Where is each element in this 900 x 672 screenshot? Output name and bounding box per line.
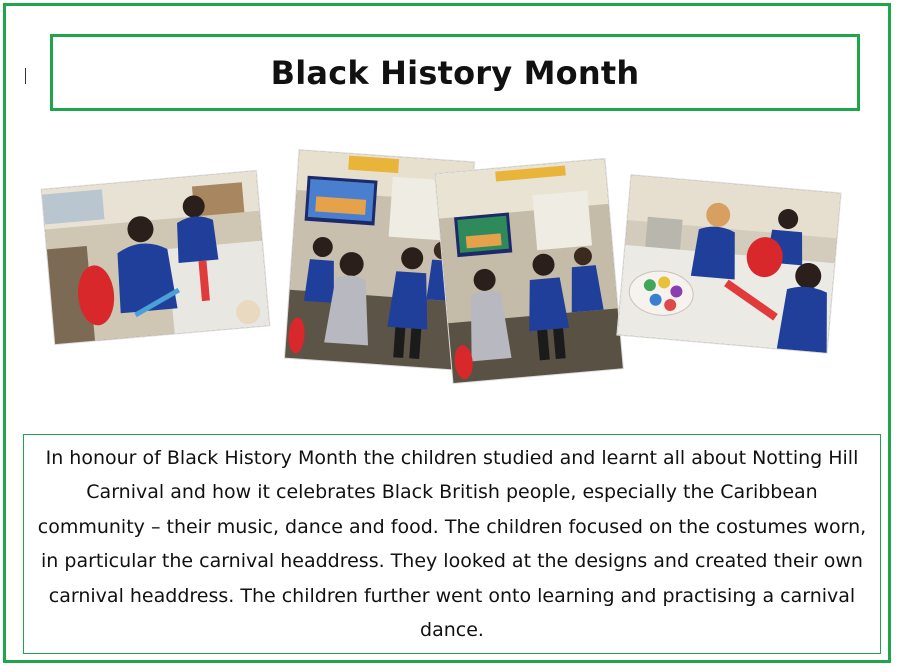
description-text: In honour of Black History Month the children studied and learnt all about Notting Hill Carnival and how it celebrates Black British people, especially the Caribbean community – their music, dance and food. The children focused on the costumes worn, in particular the carnival headdress. They looked at the designs and created their own carnival headdress. The children further went onto learning and practising a carnival dance. (37, 446, 867, 641)
photo-carnival-dance-screen-2 (435, 159, 623, 383)
text-cursor (25, 68, 26, 84)
description-box (23, 434, 881, 654)
photo-children-crafting-left (42, 171, 270, 344)
photo-children-crafting-right (617, 175, 840, 353)
title-box (50, 34, 860, 111)
page-title: Black History Month (270, 53, 640, 92)
